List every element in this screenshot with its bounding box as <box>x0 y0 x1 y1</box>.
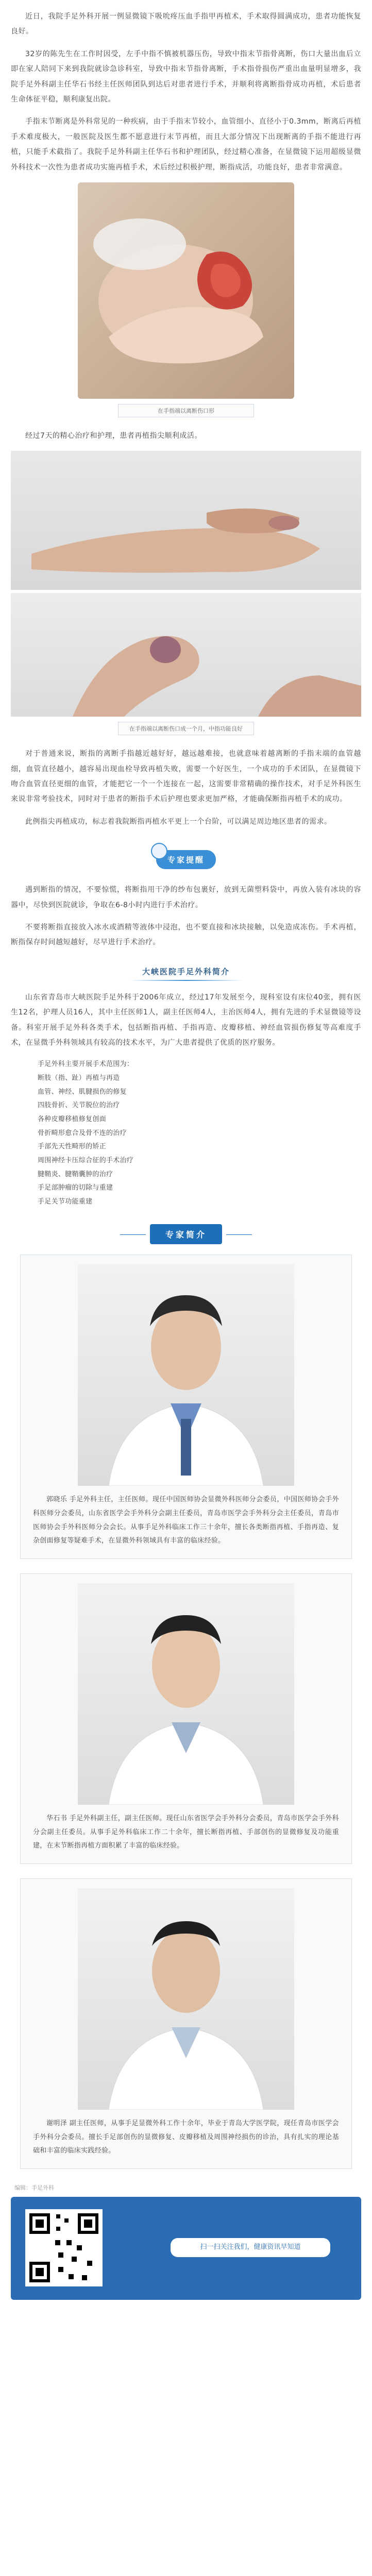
qr-code[interactable] <box>25 2209 103 2286</box>
qr-code-icon <box>25 2209 103 2286</box>
recovery-photo-1 <box>11 451 361 590</box>
doctor-card <box>20 1255 352 1559</box>
department-paragraph: 山东省青岛市大峡医院手足外科于2006年成立，经过17年发展至今，现科室设有床位40张，拥有医生12名，护理人员16人，其中主任医师1人，副主任医师4人，主治医师4人，拥有先进的手术显微镜等设备。科室开展手足外科各类手术，包括断指再植、手指再造、皮瓣移植、神经血管损伤修复等高难度手术，在显微手外科领域具有较高的技术水平，为广大患者提供了优质的医疗服务。 <box>11 993 361 1047</box>
department-title: 大峡医院手足外科简介 <box>142 967 230 976</box>
doctor-portrait <box>78 1888 294 2110</box>
after-paragraph: 对于普通来说，断指的离断手指越近越好好，越远越难接，也就意味着越离断的手指末端的血管越细，血管直径越小，越容易出现血栓导致再植失败，需要一个好医生，一个成功的手术团队，在显微镜下吻合血管直径更细的血管，才能把它一个一个连接在一起，这需要非常精确的操作技术，对手足外科医生来说非常考验技术，同时对于患者的断指手术后护理也要求更加严格，才能确保断指再植手术的成功。 <box>11 750 361 804</box>
expert-intro-banner <box>11 1224 361 1244</box>
scope-item: 各种皮瓣移植修复创面 <box>38 1115 107 1123</box>
doctor-card <box>20 1573 352 1864</box>
doctor-bio: 谢明泽 副主任医师，从事手足显微外科工作十余年，毕业于青岛大学医学院，现任青岛市医学会手外科分会委员。擅长手足部创伤的显微修复、皮瓣移植及周围神经损伤的诊治，具有扎实的理论基础和丰富的临床实践经验。 <box>33 2119 339 2155</box>
scope-item: 血管、神经、肌腱损伤的修复 <box>38 1088 127 1096</box>
warning-paragraph: 遇到断指的情况，不要惊慌，将断指用干净的纱布包裹好，放到无菌塑料袋中，再放入装有冰块的容器中，尽快到医院就诊，争取在6-8小时内进行手术治疗。 <box>11 886 361 909</box>
scope-item: 断肢（指、趾）再植与再造 <box>38 1074 120 1082</box>
doctor-portrait <box>78 1583 294 1805</box>
after-paragraph: 此例指尖再植成功，标志着我院断指再植水平更上一个台阶，可以满足周边地区患者的需求。 <box>25 817 332 826</box>
footer-text: 扫一扫关注我们，健康资讯早知道 <box>171 2238 330 2257</box>
photo-caption: 在手指端以离断伤口形 <box>118 404 254 417</box>
intro-paragraph: 近日，我院手足外科开展一例显微镜下吸吮疼压血手指甲再植术，手术取得圆满成功，患者功能恢复良好。 <box>11 12 361 36</box>
photo-caption: 在手指端以离断伤口成一个月，中指功能良好 <box>118 722 254 735</box>
scope-item: 手部先天性畸形的矫正 <box>38 1143 107 1151</box>
footer-banner <box>11 2197 361 2300</box>
article-content <box>11 0 361 1244</box>
doctor-bio: 郭晓乐 手足外科主任，主任医师。现任中国医师协会显微外科医师分会委员，中国医师协会手外科医师分会委员，山东省医学会手外科分会副主任委员，青岛市医学会手外科分会主任委员，青岛市医师协会手外科医师分会会长。从事手足外科临床工作三十余年，擅长各类断指再植、手指再造、复杂创面修复等疑难手术，在显微外科领域具有丰富的临床经验。 <box>33 1496 339 1545</box>
section-title-text: 专家提醒 <box>167 855 205 865</box>
warning-paragraph: 不要将断指直接放入冰水或酒精等液体中浸泡，也不要直接和冰块接触，以免造成冻伤。手术再植，断指保存时间越短越好，尽早进行手术治疗。 <box>11 923 361 947</box>
intro-paragraph: 32岁的陈先生在工作时因受，左手中指不慎被机器压伤，导致中指末节指骨离断，伤口大量出血后立即在家人陪同下来到我院就诊急诊科室，导致中指末节指骨离断，手术指骨损伤严重出血量明显增多，我院手足外科副主任华石书经主任医师团队到达后对患者进行手术，并顺利将离断指骨成功再植，术后患者生命体征平稳，顺利康复出院。 <box>11 49 361 104</box>
doctor-portrait <box>78 1264 294 1486</box>
expert-banner-text: 专家简介 <box>150 1224 222 1244</box>
doctor-icon <box>151 843 167 859</box>
doctor-photo <box>78 1264 294 1486</box>
scope-item: 骨折畸形愈合及骨不连的治疗 <box>38 1129 127 1137</box>
scope-list <box>11 1058 361 1209</box>
doctor-photo <box>78 1888 294 2110</box>
middle-paragraph: 经过7天的精心治疗和护理，患者再植指尖顺利成活。 <box>25 431 202 440</box>
injury-photo <box>78 182 294 399</box>
scope-item: 四肢骨折、关节脱位的治疗 <box>38 1101 120 1110</box>
recovery-photo-2-drawing <box>11 593 361 717</box>
intro-paragraph: 手指末节断离是外科常见的一种疾病，由于手指末节较小，血管细小、直径小于0.3mm，断离后再植手术难度极大，一般医院及医生都不愿意进行末节再植，而且大部分情况下出现断离的手指不能进行再植，只能手术截指了。我院手足外科副主任华石书和护理团队，经过精心准备，在显微镜下运用超级显微外科技术一次性为患者成功实施再植手术，术后经过积极护理，断指成活，功能良好，患者非常满意。 <box>11 117 361 172</box>
doctor-photo <box>78 1583 294 1805</box>
doctor-card <box>20 1878 352 2169</box>
expert-reminder-header <box>11 850 361 869</box>
recovery-photo-1-drawing <box>11 451 361 590</box>
injury-photo-drawing <box>78 182 294 399</box>
scope-item: 腱鞘炎、腱鞘囊肿的治疗 <box>38 1170 113 1178</box>
doctor-bio: 华石书 手足外科副主任，副主任医师。现任山东省医学会手外科分会委员，青岛市医学会手外科分会副主任委员。从事手足外科临床工作二十余年，擅长断指再植、手部创伤的显微修复及功能重建，在末节断指再植方面积累了丰富的临床经验。 <box>33 1814 339 1850</box>
divider <box>129 980 243 981</box>
scope-item: 手足关节功能重建 <box>38 1197 93 1206</box>
scope-item: 手足部肿瘤的切除与重建 <box>38 1184 113 1192</box>
recovery-photo-2 <box>11 593 361 717</box>
source-line: 编辑：手足外科 <box>14 2184 54 2191</box>
scope-lead: 手足外科主要开展手术范围为： <box>38 1060 134 1069</box>
scope-item: 周围神经卡压综合征的手术治疗 <box>38 1156 134 1164</box>
section-title <box>156 850 216 869</box>
